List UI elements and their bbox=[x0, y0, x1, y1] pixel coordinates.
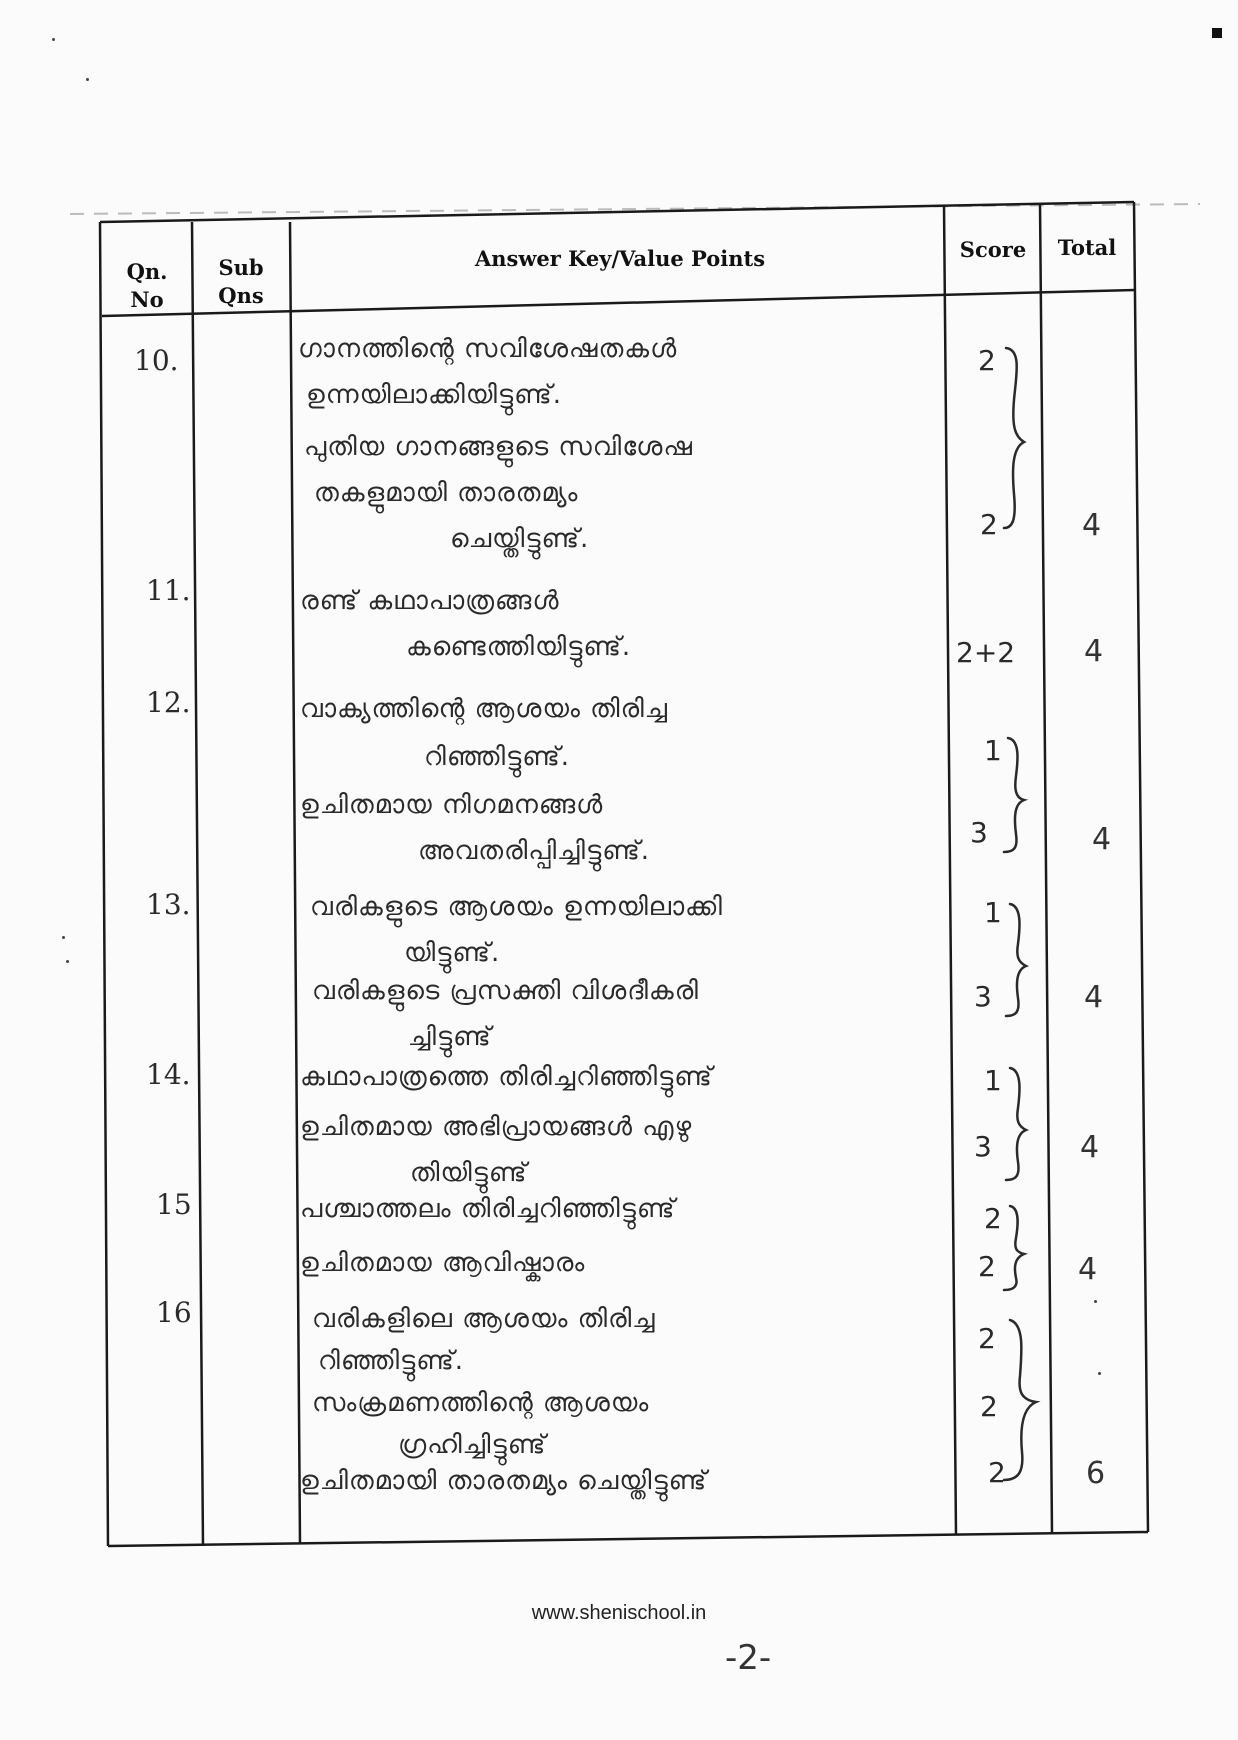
answer-line: ഉചിതമായ അഭിപ്രായങ്ങൾ എഴു bbox=[300, 1112, 693, 1142]
answer-line: വരികളിലെ ആശയം തിരിച്ച bbox=[312, 1304, 656, 1334]
answer-line: തിയിട്ടുണ്ട് bbox=[410, 1158, 528, 1188]
page-number: -2- bbox=[725, 1638, 772, 1678]
score-value: 2+2 bbox=[956, 636, 1016, 669]
total-value: 4 bbox=[1078, 1252, 1098, 1287]
answer-line: പശ്ചാത്തലം തിരിച്ചറിഞ്ഞിട്ടുണ്ട് bbox=[300, 1194, 676, 1224]
score-value: 1 bbox=[984, 896, 1002, 929]
answer-line: റിഞ്ഞിട്ടുണ്ട്. bbox=[318, 1346, 465, 1376]
answer-line: ഗ്രഹിച്ചിട്ടുണ്ട് bbox=[398, 1430, 547, 1460]
score-value: 2 bbox=[988, 1456, 1006, 1489]
question-number: 13. bbox=[146, 888, 191, 921]
score-value: 3 bbox=[974, 1130, 992, 1163]
answer-line: ച്ചിട്ടുണ്ട് bbox=[408, 1022, 492, 1052]
answer-line: കണ്ടെത്തിയിട്ടുണ്ട്. bbox=[406, 632, 632, 662]
question-number: 10. bbox=[134, 344, 179, 377]
answer-line: ഉചിതമായ നിഗമനങ്ങൾ bbox=[300, 790, 604, 820]
question-number: 15 bbox=[156, 1188, 192, 1221]
header-total: Total bbox=[1057, 235, 1117, 260]
header-no-label: No bbox=[130, 287, 164, 312]
answer-line: സംക്രമണത്തിന്റെ ആശയം bbox=[312, 1388, 650, 1418]
answer-line: വരികളുടെ ആശയം ഉന്നയിലാക്കി bbox=[310, 892, 723, 922]
question-number: 16 bbox=[156, 1296, 192, 1329]
website-url: www.shenischool.in bbox=[531, 1602, 707, 1624]
score-value: 2 bbox=[984, 1202, 1002, 1235]
score-value: 1 bbox=[984, 734, 1002, 767]
header-score: Score bbox=[959, 237, 1027, 262]
score-value: 3 bbox=[974, 980, 992, 1013]
score-value: 1 bbox=[984, 1064, 1002, 1097]
question-number: 12. bbox=[146, 686, 191, 719]
question-number: 11. bbox=[146, 574, 191, 607]
score-value: 2 bbox=[980, 1390, 998, 1423]
answer-line: പുതിയ ഗാനങ്ങളുടെ സവിശേഷ bbox=[304, 432, 693, 462]
header-qns-label: Qns bbox=[218, 283, 264, 308]
total-value: 4 bbox=[1082, 508, 1102, 543]
answer-line: ചെയ്തിട്ടുണ്ട്. bbox=[450, 524, 590, 554]
score-value: 3 bbox=[970, 816, 988, 849]
score-value: 2 bbox=[980, 508, 998, 541]
header-qn-label: Qn. bbox=[126, 259, 168, 284]
answer-line: തകളുമായി താരതമ്യം bbox=[314, 478, 579, 508]
total-value: 4 bbox=[1092, 822, 1112, 857]
total-value: 4 bbox=[1084, 980, 1104, 1015]
answer-line: ഉചിതമായ ആവിഷ്കാരം bbox=[300, 1248, 586, 1278]
answer-line: ഗാനത്തിന്റെ സവിശേഷതകൾ bbox=[298, 334, 678, 364]
header-answer-key: Answer Key/Value Points bbox=[474, 246, 766, 271]
header-sub-label: Sub bbox=[218, 255, 264, 280]
total-value: 4 bbox=[1080, 1130, 1100, 1165]
answer-line: കഥാപാത്രത്തെ തിരിച്ചറിഞ്ഞിട്ടുണ്ട് bbox=[300, 1062, 713, 1092]
score-value: 2 bbox=[978, 344, 996, 377]
answer-line: ഉന്നയിലാക്കിയിട്ടുണ്ട്. bbox=[306, 380, 562, 410]
answer-line: റിഞ്ഞിട്ടുണ്ട്. bbox=[424, 742, 571, 772]
answer-line: വരികളുടെ പ്രസക്തി വിശദീകരി bbox=[312, 976, 699, 1006]
answer-line: യിട്ടുണ്ട്. bbox=[404, 938, 501, 968]
total-value: 6 bbox=[1086, 1456, 1106, 1491]
total-value: 4 bbox=[1084, 634, 1104, 669]
answer-line: ഉചിതമായി താരതമ്യം ചെയ്തിട്ടുണ്ട് bbox=[300, 1466, 708, 1496]
answer-line: വാക്യത്തിന്റെ ആശയം തിരിച്ച bbox=[300, 694, 668, 724]
answer-line: രണ്ട് കഥാപാത്രങ്ങൾ bbox=[300, 586, 560, 616]
question-number: 14. bbox=[146, 1058, 191, 1091]
answer-line: അവതരിപ്പിച്ചിട്ടുണ്ട്. bbox=[418, 836, 650, 866]
score-value: 2 bbox=[978, 1322, 996, 1355]
score-value: 2 bbox=[978, 1250, 996, 1283]
